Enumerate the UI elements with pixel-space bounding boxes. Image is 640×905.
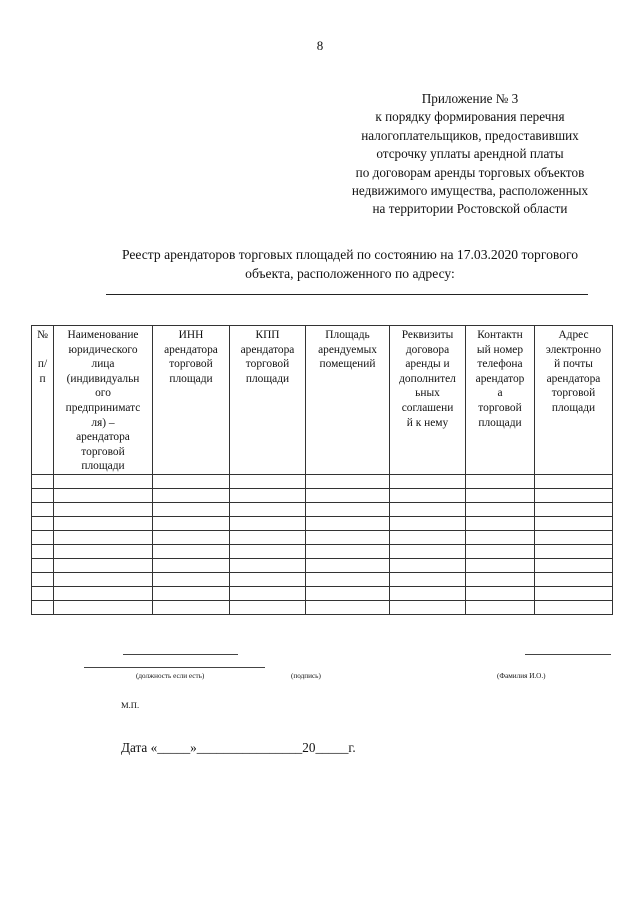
header-inn: ИНН арендатора торговой площади [153, 326, 230, 475]
table-cell[interactable] [466, 572, 535, 586]
table-cell[interactable] [466, 502, 535, 516]
table-cell[interactable] [466, 558, 535, 572]
annex-line: отсрочку уплаты арендной платы [376, 146, 564, 162]
header-area: Площадь арендуемых помещений [306, 326, 390, 475]
annex-line: Приложение № 3 [421, 91, 519, 106]
page-number: 8 [316, 38, 324, 53]
table-cell[interactable] [390, 572, 466, 586]
annex-line: по договорам аренды торговых объектов [355, 164, 585, 180]
annex-header [320, 90, 620, 219]
table-cell[interactable] [230, 530, 306, 544]
table-cell[interactable] [32, 488, 54, 502]
header-kpp: КПП арендатора торговой площади [230, 326, 306, 475]
table-cell[interactable] [535, 530, 613, 544]
table-cell[interactable] [54, 502, 153, 516]
date-year-prefix: 20 [302, 740, 316, 755]
address-blank-line [106, 294, 588, 295]
table-row [32, 488, 613, 502]
table-cell[interactable] [535, 572, 613, 586]
table-cell[interactable] [32, 516, 54, 530]
table-cell[interactable] [306, 586, 390, 600]
table-cell[interactable] [230, 474, 306, 488]
date-month-blank[interactable]: ________________ [196, 740, 303, 755]
table-cell[interactable] [390, 558, 466, 572]
table-cell[interactable] [466, 488, 535, 502]
date-year-blank[interactable]: _____ [315, 740, 349, 755]
table-cell[interactable] [230, 502, 306, 516]
table-cell[interactable] [32, 558, 54, 572]
table-row [32, 572, 613, 586]
table-cell[interactable] [54, 544, 153, 558]
table-cell[interactable] [230, 488, 306, 502]
name-label: (Фамилия И.О.) [497, 672, 546, 680]
table-cell[interactable] [535, 502, 613, 516]
header-name: Наименование юридического лица (индивидуальн ого предприниматс ля) – арендатора торговой площади [54, 326, 153, 475]
document-title [60, 246, 640, 283]
table-cell[interactable] [390, 474, 466, 488]
table-row [32, 558, 613, 572]
table-cell[interactable] [153, 502, 230, 516]
table-cell[interactable] [390, 488, 466, 502]
position-line-lower [84, 667, 265, 668]
title-line-2: объекта, расположенного по адресу: [245, 265, 455, 281]
table-cell[interactable] [230, 586, 306, 600]
table-cell[interactable] [153, 544, 230, 558]
table-cell[interactable] [390, 586, 466, 600]
signature-label: (подпись) [291, 672, 321, 680]
table-cell[interactable] [32, 474, 54, 488]
table-cell[interactable] [306, 544, 390, 558]
date-suffix: г. [348, 740, 356, 755]
table-cell[interactable] [306, 516, 390, 530]
table-cell[interactable] [153, 488, 230, 502]
table-cell[interactable] [153, 516, 230, 530]
table-cell[interactable] [230, 516, 306, 530]
table-cell[interactable] [306, 502, 390, 516]
table-cell[interactable] [390, 502, 466, 516]
table-cell[interactable] [466, 516, 535, 530]
table-cell[interactable] [535, 558, 613, 572]
title-line-1: Реестр арендаторов торговых площадей по состоянию на 17.03.2020 торгового [121, 247, 579, 262]
table-cell[interactable] [54, 558, 153, 572]
table-cell[interactable] [230, 544, 306, 558]
table-header-row [32, 326, 613, 475]
table-row [32, 530, 613, 544]
table-cell[interactable] [54, 488, 153, 502]
table-row [32, 586, 613, 600]
table-cell[interactable] [230, 572, 306, 586]
table-cell[interactable] [32, 530, 54, 544]
date-mid: » [190, 740, 197, 755]
name-line [525, 654, 611, 655]
table-row [32, 544, 613, 558]
table-row [32, 474, 613, 488]
table-cell[interactable] [54, 572, 153, 586]
date-day-blank[interactable]: _____ [157, 740, 191, 755]
table-cell[interactable] [306, 474, 390, 488]
table-cell[interactable] [390, 530, 466, 544]
date-line [121, 740, 356, 756]
table-cell[interactable] [54, 530, 153, 544]
header-phone: Контактн ый номер телефона арендатор а торговой площади [466, 326, 535, 475]
table-cell[interactable] [32, 600, 54, 614]
table-cell[interactable] [153, 600, 230, 614]
registry-table [31, 325, 613, 615]
stamp-label: М.П. [121, 700, 140, 710]
table-cell[interactable] [535, 488, 613, 502]
table-cell[interactable] [466, 544, 535, 558]
table-cell[interactable] [535, 516, 613, 530]
table-cell[interactable] [390, 516, 466, 530]
table-cell[interactable] [54, 586, 153, 600]
table-cell[interactable] [306, 530, 390, 544]
table-cell[interactable] [32, 586, 54, 600]
table-cell[interactable] [535, 600, 613, 614]
table-cell[interactable] [306, 600, 390, 614]
table-cell[interactable] [466, 586, 535, 600]
table-cell[interactable] [32, 572, 54, 586]
table-row [32, 502, 613, 516]
header-number: № п/ п [32, 326, 54, 475]
table-cell[interactable] [54, 600, 153, 614]
table-cell[interactable] [466, 600, 535, 614]
table-cell[interactable] [230, 558, 306, 572]
table-cell[interactable] [153, 474, 230, 488]
table-cell[interactable] [535, 544, 613, 558]
annex-line: налогоплательщиков, предоставивших [361, 127, 579, 143]
table-cell[interactable] [535, 474, 613, 488]
table-cell[interactable] [390, 544, 466, 558]
table-row [32, 600, 613, 614]
header-contract: Реквизиты договора аренды и дополнител ьных соглашени й к нему [390, 326, 466, 475]
table-cell[interactable] [306, 488, 390, 502]
date-prefix: Дата « [121, 740, 158, 755]
table-cell[interactable] [153, 586, 230, 600]
table-cell[interactable] [535, 586, 613, 600]
table-cell[interactable] [153, 572, 230, 586]
annex-line: к порядку формирования перечня [375, 109, 565, 125]
position-label: (должность если есть) [136, 672, 205, 680]
table-cell[interactable] [390, 600, 466, 614]
table-cell[interactable] [32, 544, 54, 558]
table-row [32, 516, 613, 530]
annex-line: недвижимого имущества, расположенных [351, 183, 589, 199]
annex-line: на территории Ростовской области [372, 201, 568, 217]
table-cell[interactable] [32, 502, 54, 516]
table-cell[interactable] [153, 558, 230, 572]
table-cell[interactable] [466, 530, 535, 544]
table-cell[interactable] [153, 530, 230, 544]
table-cell[interactable] [230, 600, 306, 614]
table-cell[interactable] [54, 516, 153, 530]
header-email: Адрес электронно й почты арендатора торговой площади [535, 326, 613, 475]
table-cell[interactable] [54, 474, 153, 488]
position-line-upper [123, 654, 238, 655]
table-cell[interactable] [466, 474, 535, 488]
table-cell[interactable] [306, 572, 390, 586]
table-cell[interactable] [306, 558, 390, 572]
